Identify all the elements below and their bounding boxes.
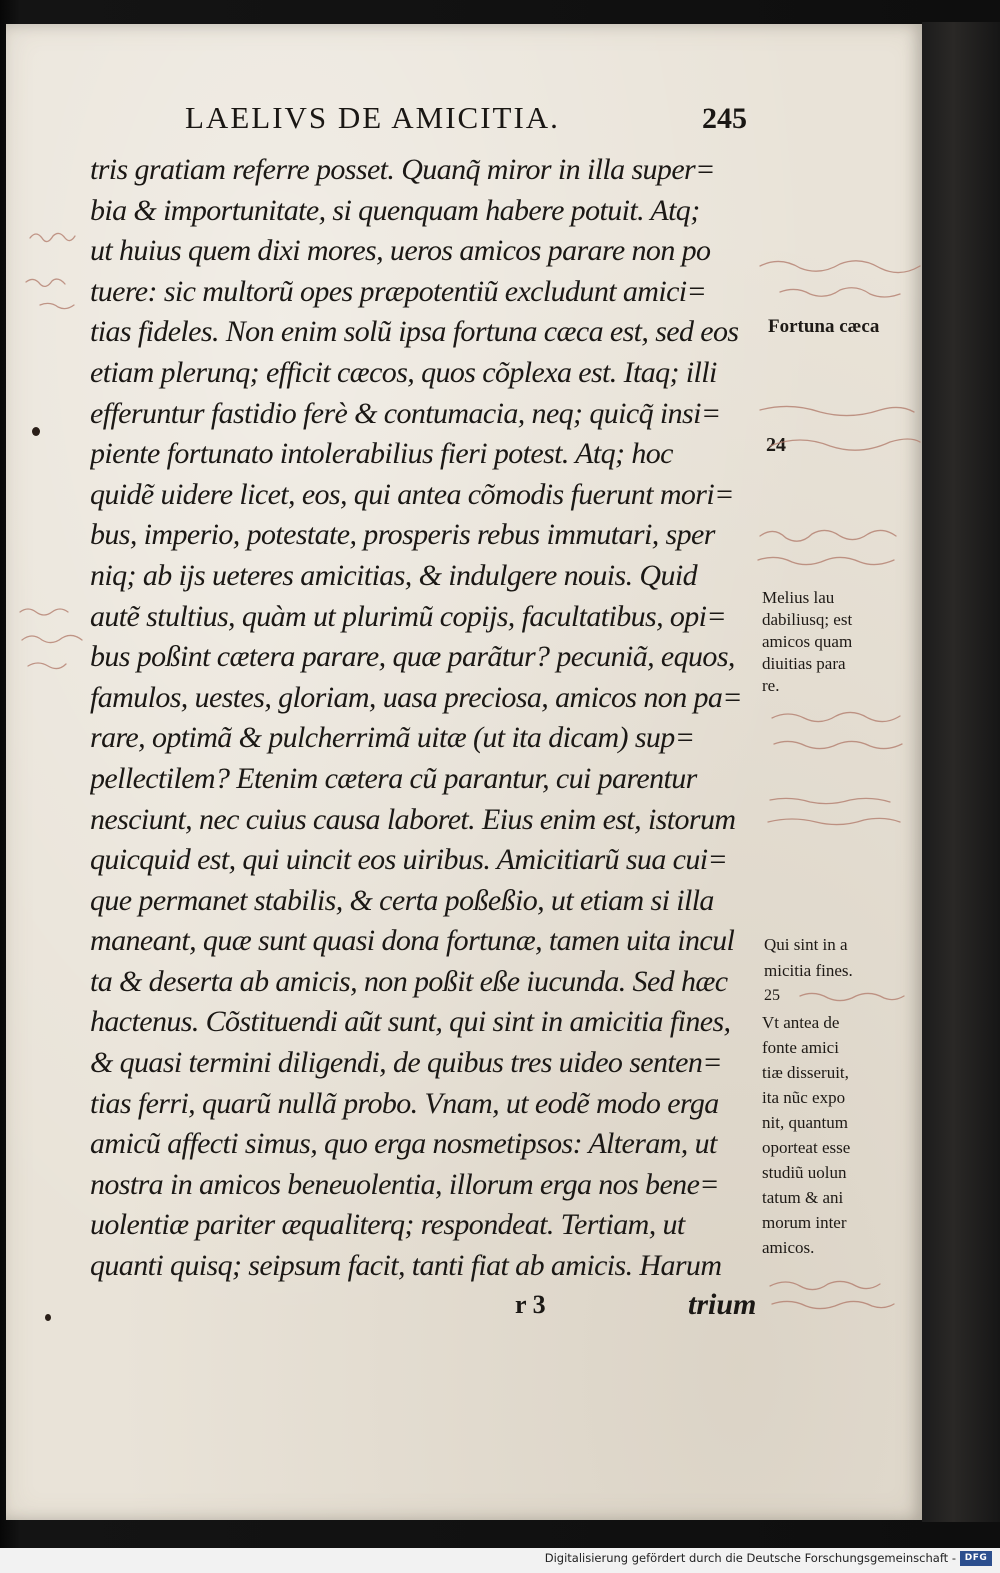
text-line: nesciunt, nec cuius causa laboret. Eius enim est, istorum: [90, 802, 736, 836]
text-line: famulos, uestes, gloriam, uasa preciosa, amicos non pa=: [90, 680, 742, 714]
margin-note-vt-antea: [762, 1010, 850, 1260]
margin-note-line: tatum & ani: [762, 1188, 844, 1207]
text-line: tias fideles. Non enim solũ ipsa fortuna cæca est, sed eos: [90, 315, 739, 349]
margin-note-melius: [762, 587, 852, 697]
text-line: tias ferri, quarũ nullã probo. Vnam, ut eodẽ modo erga: [90, 1086, 719, 1120]
margin-note-line: amicos quam: [762, 632, 853, 651]
page-number: 245: [702, 102, 747, 135]
text-line: niq; ab ijs ueteres amicitias, & indulgere nouis. Quid: [90, 558, 697, 592]
text-line: ta & deserta ab amicis, non poßit eße iucunda. Sed hæc: [90, 964, 728, 998]
margin-note-line: micitia fines.: [764, 961, 853, 980]
text-line: nostra in amicos beneuolentia, illorum erga nos bene=: [90, 1167, 719, 1201]
margin-number-25: 25: [764, 987, 780, 1004]
margin-note-line: amicos.: [762, 1238, 815, 1257]
text-line: autẽ stultius, quàm ut plurimũ copijs, facultatibus, opi=: [90, 599, 727, 633]
adjacent-page-edge: [922, 22, 1000, 1522]
ink-spot: [32, 427, 40, 436]
text-line: uolentiæ pariter æqualiterq; respondeat. Tertiam, ut: [90, 1208, 685, 1242]
running-head: LAELIVS DE AMICITIA.: [185, 100, 560, 135]
margin-note-line: oporteat esse: [762, 1138, 851, 1157]
margin-note-line: tiæ disseruit,: [762, 1063, 849, 1082]
margin-note-line: morum inter: [762, 1213, 847, 1232]
text-line: ut huius quem dixi mores, ueros amicos parare non po: [90, 234, 711, 268]
text-line: quicquid est, qui uincit eos uiribus. Amicitiarũ sua cui=: [90, 843, 728, 877]
text-line: bus, imperio, potestate, prosperis rebus immutari, sper: [90, 518, 715, 552]
text-line: quanti quisq; seipsum facit, tanti fiat ab amicis. Harum: [90, 1249, 722, 1283]
margin-number-24: 24: [766, 434, 786, 456]
text-line: hactenus. Cõstituendi aũt sunt, qui sint in amicitia fines,: [90, 1005, 731, 1039]
text-line: efferuntur fastidio ferè & contumacia, neq; quicq̃ insi=: [90, 396, 721, 430]
text-line: tuere: sic multorũ opes præpotentiũ excludunt amici=: [90, 274, 707, 308]
text-line: bia & importunitate, si quenquam habere potuit. Atq;: [90, 193, 700, 227]
text-line: etiam plerunq; efficit cæcos, quos cõplexa est. Itaq; illi: [90, 355, 717, 389]
margin-note-line: Qui sint in a: [764, 935, 848, 954]
margin-note-line: ita nũc expo: [762, 1088, 846, 1107]
footer-credit: Digitalisierung gefördert durch die Deutsche Forschungsgemeinschaft -: [544, 1551, 956, 1565]
ink-spot: [45, 1314, 51, 1321]
text-line: tris gratiam referre posset. Quanq̃ miror in illa super=: [90, 153, 715, 186]
margin-note-line: fonte amici: [762, 1038, 839, 1057]
text-line: & quasi termini diligendi, de quibus tres uideo senten=: [90, 1046, 722, 1080]
margin-note-line: dabiliusq; est: [762, 610, 853, 629]
text-line: quidẽ uidere licet, eos, qui antea cõmodis fuerunt mori=: [90, 477, 734, 511]
text-line: maneant, quæ sunt quasi dona fortunæ, tamen uita incul: [90, 924, 735, 958]
text-line: que permanet stabilis, & certa poßeßio, ut etiam si illa: [90, 883, 714, 917]
margin-note-line: Vt antea de: [762, 1013, 840, 1032]
text-line: bus poßint cætera parare, quæ parãtur? pecuniã, equos,: [90, 640, 735, 674]
dfg-logo: DFG: [960, 1551, 992, 1566]
body-text: [90, 150, 762, 1287]
margin-note-qui-sint: [764, 932, 853, 984]
catchword: trium: [688, 1288, 757, 1321]
text-line: piente fortunato intolerabilius fieri potest. Atq; hoc: [90, 437, 673, 471]
margin-note-line: Melius lau: [762, 588, 835, 607]
margin-note-fortuna: Fortuna cæca: [768, 316, 880, 337]
text-line: rare, optimã & pulcherrimã uitæ (ut ita dicam) sup=: [90, 721, 695, 755]
signature-mark: r 3: [515, 1290, 546, 1319]
margin-note-line: nit, quantum: [762, 1113, 848, 1132]
margin-note-line: studiũ uolun: [762, 1163, 847, 1182]
text-line: amicũ affecti simus, quo erga nosmetipsos: Alteram, ut: [90, 1127, 717, 1161]
margin-note-line: re.: [762, 676, 780, 695]
text-line: pellectilem? Etenim cætera cũ parantur, cui parentur: [90, 761, 697, 795]
margin-note-line: diuitias para: [762, 654, 846, 673]
